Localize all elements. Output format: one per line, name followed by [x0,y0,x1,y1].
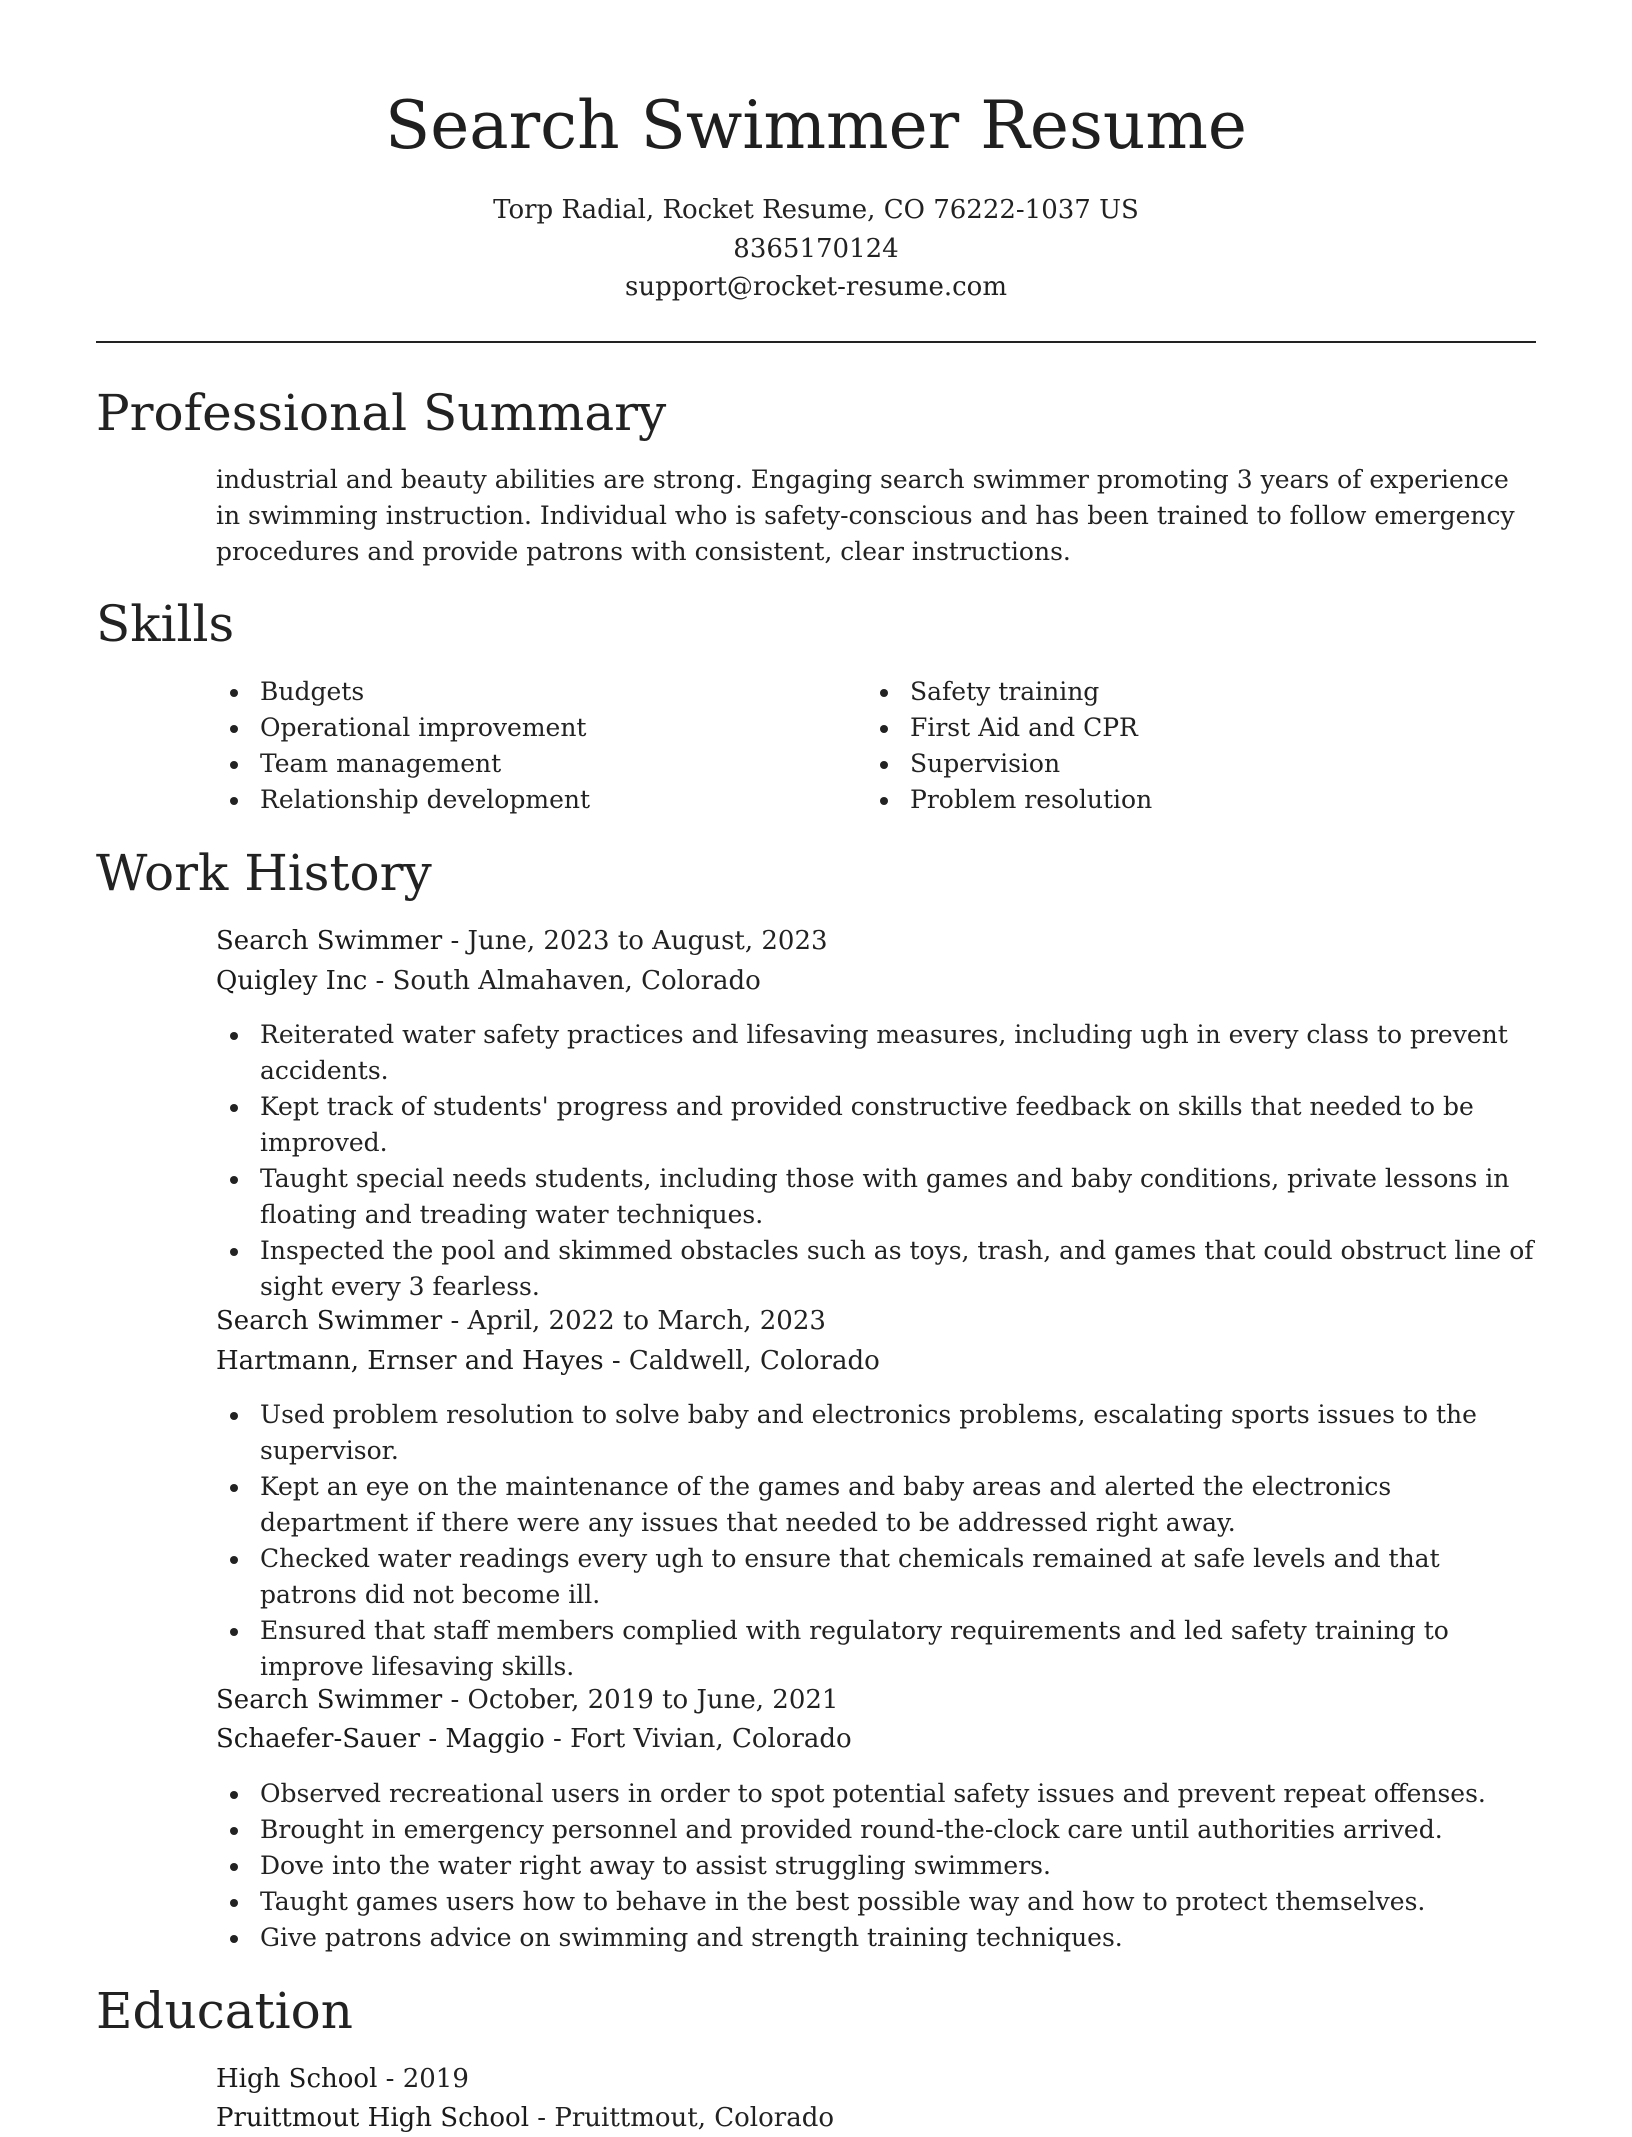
job-duty: Kept track of students' progress and provided constructive feedback on skills that needed to be improved. [216,1089,1536,1161]
skills-heading: Skills [96,595,235,653]
work-history-heading: Work History [96,844,432,902]
contact-phone: 8365170124 [733,234,899,264]
job-location: - Caldwell, Colorado [603,1346,880,1376]
job-duty: Inspected the pool and skimmed obstacles such as toys, trash, and games that could obstruct line of sight every 3 fearless. [216,1233,1536,1305]
skills-list-left [216,674,816,818]
job-duty: Checked water readings every ugh to ensure that chemicals remained at safe levels and that patrons did not become ill. [216,1541,1536,1613]
skill-item: First Aid and CPR [866,710,1466,746]
job-dates: - October, 2019 to June, 2021 [442,1685,839,1715]
job-duty: Taught special needs students, including those with games and baby conditions, private lessons in floating and treading water techniques. [216,1161,1536,1233]
header-divider [96,341,1536,343]
job-role: Search Swimmer [216,1685,443,1715]
education-year: - 2019 [377,2064,469,2094]
education-heading: Education [96,1982,353,2040]
job-duties-list [216,1397,1536,1685]
contact-address: Torp Radial, Rocket Resume, CO 76222-1037 US [493,195,1139,225]
job-dates: - April, 2022 to March, 2023 [442,1306,826,1336]
contact-email: support@rocket-resume.com [624,272,1007,302]
job-company: Hartmann, Ernser and Hayes [216,1346,604,1376]
job-company-line [216,1342,880,1380]
skill-item: Supervision [866,746,1466,782]
job-company-line [216,1720,852,1758]
job-duty: Ensured that staff members complied with regulatory requirements and led safety training to improve lifesaving skills. [216,1613,1536,1685]
education-school: Pruittmout High School [216,2103,530,2133]
job-role: Search Swimmer [216,926,443,956]
job-duty: Kept an eye on the maintenance of the games and baby areas and alerted the electronics department if there were any issues that needed to be addressed right away. [216,1469,1536,1541]
job-location: - South Almahaven, Colorado [367,966,761,996]
job-duty: Taught games users how to behave in the best possible way and how to protect themselves. [216,1884,1536,1920]
job-location: - Fort Vivian, Colorado [544,1724,852,1754]
job-company-line [216,962,761,1000]
job-title-line [216,1681,838,1719]
summary-heading: Professional Summary [96,384,667,442]
job-duty: Brought in emergency personnel and provided round-the-clock care until authorities arrived. [216,1812,1536,1848]
job-dates: - June, 2023 to August, 2023 [442,926,828,956]
skills-list-right [866,674,1466,818]
job-duty: Observed recreational users in order to spot potential safety issues and prevent repeat offenses. [216,1776,1536,1812]
education-location: - Pruittmout, Colorado [529,2103,834,2133]
skill-item: Operational improvement [216,710,816,746]
job-duty: Reiterated water safety practices and lifesaving measures, including ugh in every class to prevent accidents. [216,1017,1536,1089]
job-company: Schaefer-Sauer - Maggio [216,1724,545,1754]
skill-item: Problem resolution [866,782,1466,818]
job-duties-list [216,1017,1536,1305]
job-duty: Give patrons advice on swimming and strength training techniques. [216,1920,1536,1956]
skill-item: Safety training [866,674,1466,710]
job-company: Quigley Inc [216,966,368,996]
job-role: Search Swimmer [216,1306,443,1336]
job-duties-list [216,1776,1536,1956]
summary-text: industrial and beauty abilities are strong. Engaging search swimmer promoting 3 years of experience in swimming instruction. Individual who is safety-conscious and has been trained to follow emergency procedures and provide patrons with consistent, clear instructions. [216,465,1515,566]
skill-item: Budgets [216,674,816,710]
resume-title: Search Swimmer Resume [385,87,1247,164]
education-degree: High School [216,2064,378,2094]
job-title-line [216,922,828,960]
skill-item: Team management [216,746,816,782]
job-duty: Used problem resolution to solve baby and electronics problems, escalating sports issues to the supervisor. [216,1397,1536,1469]
job-duty: Dove into the water right away to assist struggling swimmers. [216,1848,1536,1884]
education-degree-line [216,2060,469,2098]
skill-item: Relationship development [216,782,816,818]
education-school-line [216,2099,834,2137]
job-title-line [216,1302,826,1340]
